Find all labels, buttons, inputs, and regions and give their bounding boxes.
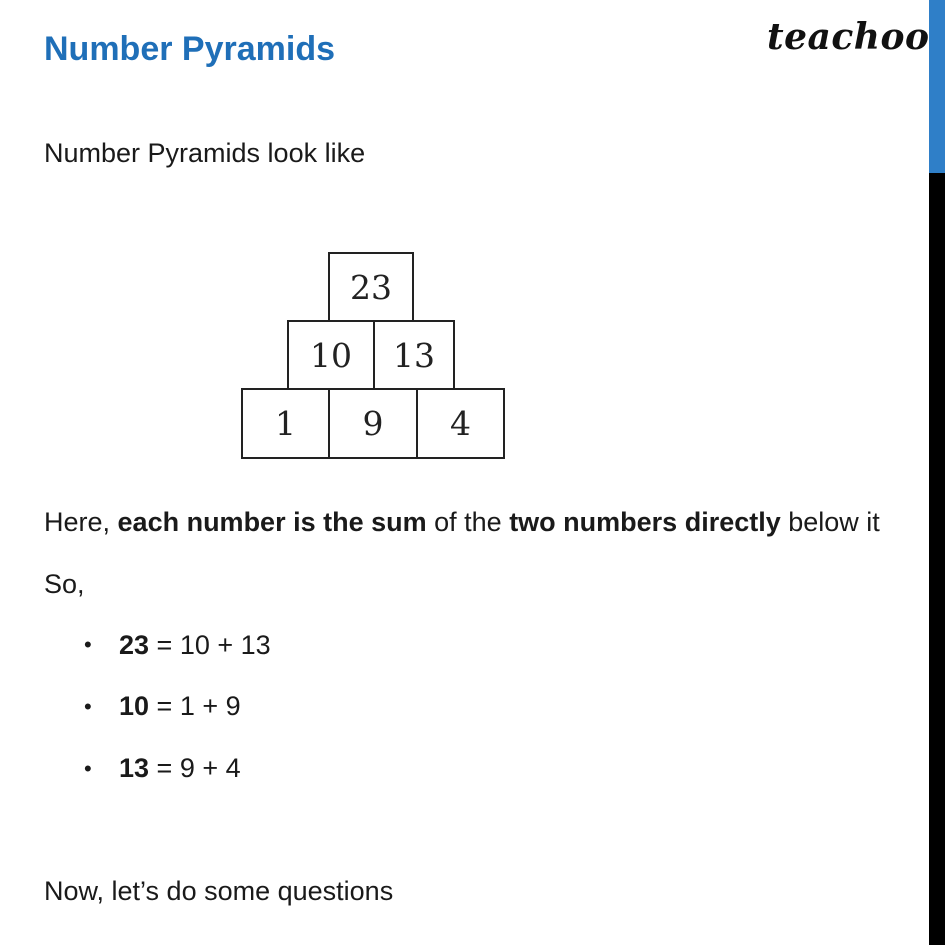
- explanation-mid: of the: [426, 507, 510, 537]
- list-item: [119, 630, 271, 661]
- equation-sum: = 10 + 13: [149, 630, 271, 660]
- explanation-prefix: Here,: [44, 507, 118, 537]
- equation-sum: = 1 + 9: [149, 691, 241, 721]
- pyramid-cell-bottom-right: 4: [416, 388, 505, 459]
- list-item: [119, 691, 241, 722]
- bullet-dot: •: [84, 756, 92, 781]
- explanation-bold-sum: each number is the sum: [117, 507, 427, 537]
- equation-result: 23: [119, 630, 150, 660]
- equation-sum: = 9 + 4: [149, 753, 241, 783]
- closing-text: Now, let’s do some questions: [44, 876, 394, 906]
- pyramid-cell-bottom-left: 1: [241, 388, 330, 459]
- pyramid-cell-middle-right: 13: [373, 320, 455, 390]
- page-title: Number Pyramids: [44, 30, 335, 68]
- explanation-suffix: below it: [780, 507, 880, 537]
- bullet-dot: •: [84, 694, 92, 719]
- pyramid-cell-middle-left: 10: [287, 320, 375, 390]
- so-text: So,: [44, 569, 85, 599]
- list-item: [119, 753, 241, 784]
- scrollbar[interactable]: [929, 0, 945, 945]
- bullet-dot: •: [84, 632, 92, 657]
- teachoo-logo[interactable]: teachoo: [767, 16, 930, 58]
- explanation-text: [44, 507, 880, 538]
- equation-result: 13: [119, 753, 150, 783]
- explanation-bold-two-numbers: two numbers directly: [509, 507, 781, 537]
- equation-result: 10: [119, 691, 150, 721]
- pyramid-cell-bottom-middle: 9: [328, 388, 418, 459]
- scrollbar-thumb[interactable]: [929, 0, 945, 173]
- pyramid-cell-top: 23: [328, 252, 414, 322]
- intro-text: Number Pyramids look like: [44, 138, 366, 168]
